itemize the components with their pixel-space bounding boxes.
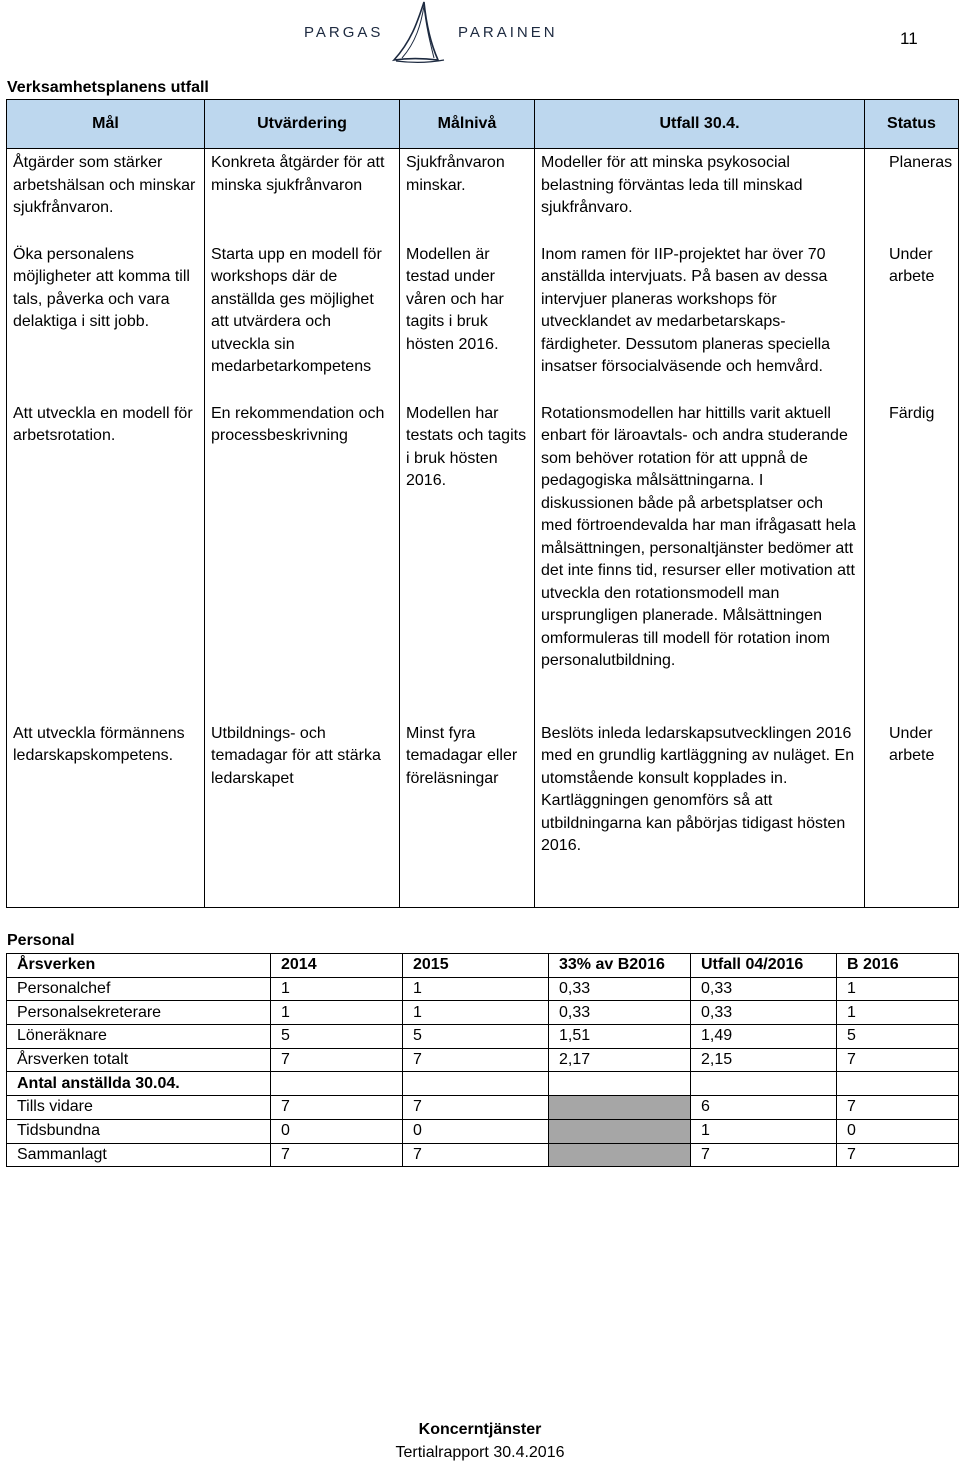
table-row [7, 400, 959, 720]
table-cell: 1 [271, 977, 403, 1001]
row-label: Löneräknare [7, 1025, 271, 1049]
table-cell [403, 1072, 549, 1096]
table-cell: 7 [837, 1048, 959, 1072]
row-label: Personalsekreterare [7, 1001, 271, 1025]
table-cell: 7 [403, 1143, 549, 1167]
personal-title: Personal [7, 932, 75, 949]
footer-report-title: Tertialrapport 30.4.2016 [395, 1444, 565, 1461]
target-cell: Modellen är testad under våren och har tagits i bruk hösten 2016. [400, 241, 535, 400]
table-cell: 7 [837, 1143, 959, 1167]
logo-text-parainen: PARAINEN [458, 24, 558, 41]
status-cell: Under arbete [865, 241, 959, 400]
table-cell: 7 [271, 1096, 403, 1120]
row-label: Årsverken totalt [7, 1048, 271, 1072]
row-label: Personalchef [7, 977, 271, 1001]
evaluation-cell: Utbildnings- och temadagar för att stärka ledarskapet [205, 720, 400, 908]
column-header-goal: Mål [7, 100, 205, 149]
column-header-outcome: Utfall 30.4. [535, 100, 865, 149]
outcome-cell: Beslöts inleda ledarskapsutvecklingen 2016 med en grundlig kartläggning av nuläget. En utomstående konsult kopplades in. Kartläggningen genomförs så att utbildningarna kan påbörjas tidigast hösten 2016. [535, 720, 865, 908]
shaded-cell [549, 1119, 691, 1143]
table-cell: 7 [403, 1048, 549, 1072]
page-number: 11 [900, 29, 918, 48]
table-cell: 1 [837, 977, 959, 1001]
footer-department: Koncerntjänster [418, 1421, 542, 1438]
table-cell: 1 [403, 977, 549, 1001]
table-cell: 0 [271, 1119, 403, 1143]
table-cell: 7 [837, 1096, 959, 1120]
sail-icon [388, 0, 448, 64]
table-row [7, 1048, 959, 1072]
column-header-target: Målnivå [400, 100, 535, 149]
table-row [7, 1025, 959, 1049]
evaluation-cell: Starta upp en modell för workshops där de anställda ges möjlighet att utvärdera och utveckla sin medarbetarkompetens [205, 241, 400, 400]
table-cell: 0 [403, 1119, 549, 1143]
table-cell: 0 [837, 1119, 959, 1143]
outcome-cell: Modeller för att minska psykosocial belastning förväntas leda till minskad sjukfrånvaro. [535, 149, 865, 241]
table-cell: 5 [403, 1025, 549, 1049]
logo-text-pargas: PARGAS [304, 24, 384, 41]
column-header-status: Status [865, 100, 959, 149]
table-cell [271, 1072, 403, 1096]
table-cell: 7 [691, 1143, 837, 1167]
column-header-2014: 2014 [271, 954, 403, 978]
table-cell: 0,33 [691, 1001, 837, 1025]
table-row [7, 720, 959, 908]
goal-cell: Att utveckla förmännens ledarskapskompetens. [7, 720, 205, 908]
evaluation-cell: Konkreta åtgärder för att minska sjukfrånvaron [205, 149, 400, 241]
plan-outcome-table [6, 99, 959, 908]
table-cell [691, 1072, 837, 1096]
target-cell: Modellen har testats och tagits i bruk hösten 2016. [400, 400, 535, 720]
row-label: Antal anställda 30.04. [7, 1072, 271, 1096]
table-cell: 2,15 [691, 1048, 837, 1072]
table-cell: 1 [837, 1001, 959, 1025]
table-cell: 7 [403, 1096, 549, 1120]
plan-header-row [7, 100, 959, 149]
outcome-cell: Inom ramen för IIP-projektet har över 70 anställda intervjuats. På basen av dessa intervjuer planeras workshops för utvecklandet av medarbetarskaps-färdigheter. Dessutom planeras speciella insatser försocialväsende och hemvård. [535, 241, 865, 400]
table-cell: 1 [691, 1119, 837, 1143]
column-header-2015: 2015 [403, 954, 549, 978]
table-cell: 0,33 [691, 977, 837, 1001]
row-label: Sammanlagt [7, 1143, 271, 1167]
section-title: Verksamhetsplanens utfall [7, 79, 209, 96]
table-cell: 7 [271, 1048, 403, 1072]
table-cell: 1,49 [691, 1025, 837, 1049]
row-label: Tills vidare [7, 1096, 271, 1120]
table-row [7, 149, 959, 241]
target-cell: Sjukfrånvaron minskar. [400, 149, 535, 241]
table-row [7, 1001, 959, 1025]
column-header-evaluation: Utvärdering [205, 100, 400, 149]
goal-cell: Att utveckla en modell för arbetsrotation. [7, 400, 205, 720]
shaded-cell [549, 1143, 691, 1167]
table-cell: 6 [691, 1096, 837, 1120]
table-cell: 0,33 [549, 977, 691, 1001]
pargas-parainen-logo [300, 0, 570, 66]
table-cell [837, 1072, 959, 1096]
table-cell [549, 1072, 691, 1096]
table-cell: 5 [271, 1025, 403, 1049]
table-row [7, 1096, 959, 1120]
goal-cell: Åtgärder som stärker arbetshälsan och minskar sjukfrånvaron. [7, 149, 205, 241]
status-cell: Under arbete [865, 720, 959, 908]
target-cell: Minst fyra temadagar eller föreläsningar [400, 720, 535, 908]
table-row [7, 1072, 959, 1096]
column-header-b2016: B 2016 [837, 954, 959, 978]
table-row [7, 1143, 959, 1167]
table-cell: 1 [403, 1001, 549, 1025]
shaded-cell [549, 1096, 691, 1120]
table-cell: 1 [271, 1001, 403, 1025]
table-row [7, 977, 959, 1001]
table-cell: 0,33 [549, 1001, 691, 1025]
status-cell: Planeras [865, 149, 959, 241]
column-header-33-percent: 33% av B2016 [549, 954, 691, 978]
table-cell: 7 [271, 1143, 403, 1167]
outcome-cell: Rotationsmodellen har hittills varit aktuell enbart för läroavtals- och andra studerande som behöver rotation för att uppnå de pedagogiska målsättningarna. I diskussionen både på arbetsplatser och med förtroendevalda har man ifrågasatt hela målsättningen, personaltjänster bedömer att det inte finns tid, resurser eller motivation att utveckla den rotationsmodell man ursprungligen planerade. Målsättningen omformuleras till modell för rotation inom personalutbildning. [535, 400, 865, 720]
table-row [7, 241, 959, 400]
column-header-arsverken: Årsverken [7, 954, 271, 978]
status-cell: Färdig [865, 400, 959, 720]
table-cell: 2,17 [549, 1048, 691, 1072]
personal-header-row [7, 954, 959, 978]
table-cell: 1,51 [549, 1025, 691, 1049]
row-label: Tidsbundna [7, 1119, 271, 1143]
table-row [7, 1119, 959, 1143]
goal-cell: Öka personalens möjligheter att komma till tals, påverka och vara delaktiga i sitt jobb. [7, 241, 205, 400]
table-cell: 5 [837, 1025, 959, 1049]
evaluation-cell: En rekommendation och processbeskrivning [205, 400, 400, 720]
personal-table [6, 953, 959, 1167]
column-header-utfall: Utfall 04/2016 [691, 954, 837, 978]
